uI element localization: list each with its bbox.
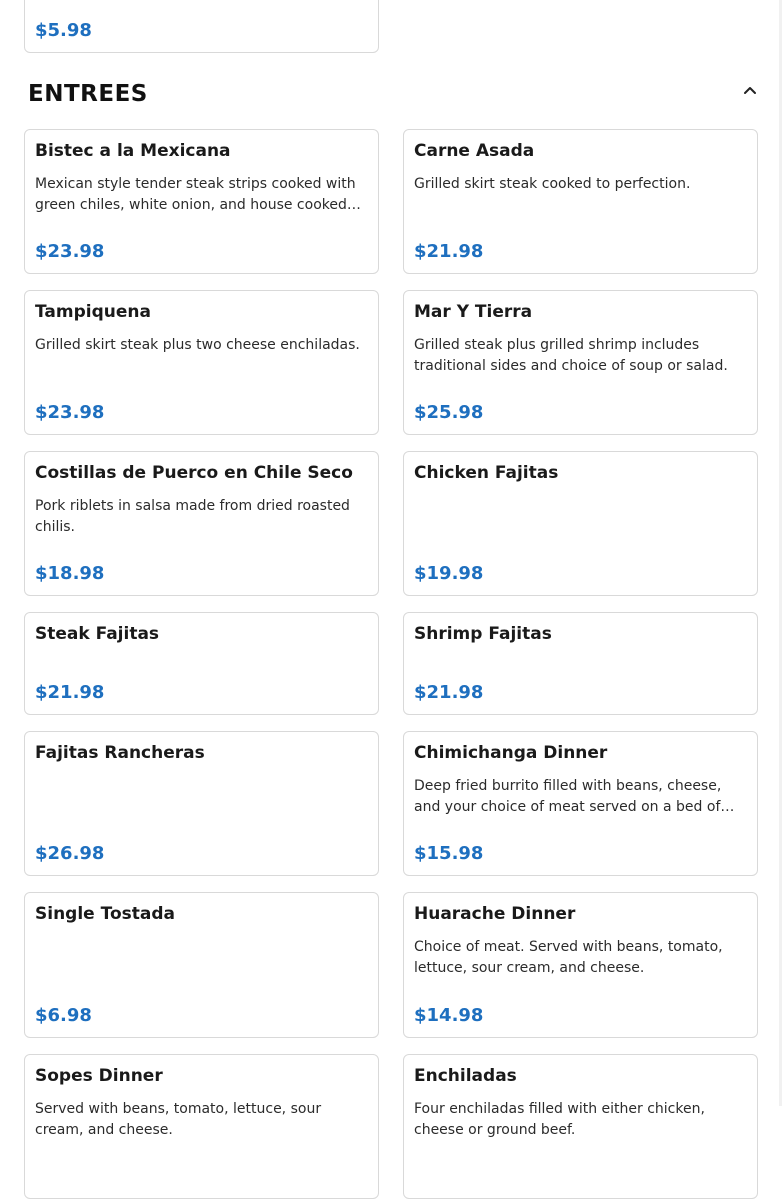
menu-item-price: $23.98 bbox=[35, 402, 105, 423]
menu-item-name: Shrimp Fajitas bbox=[414, 624, 552, 644]
chevron-up-icon bbox=[743, 85, 757, 95]
menu-item-card[interactable] bbox=[24, 290, 379, 435]
menu-item-price: $21.98 bbox=[414, 241, 484, 262]
menu-item-name: Huarache Dinner bbox=[414, 904, 576, 924]
menu-item-price: $25.98 bbox=[414, 402, 484, 423]
menu-item-card[interactable] bbox=[24, 1054, 379, 1199]
menu-item-card[interactable] bbox=[24, 129, 379, 274]
menu-item-name: Mar Y Tierra bbox=[414, 302, 533, 322]
menu-item-name: Enchiladas bbox=[414, 1066, 517, 1086]
menu-item-name: Chimichanga Dinner bbox=[414, 743, 608, 763]
menu-item-price: $6.98 bbox=[35, 1005, 92, 1026]
menu-item-description: Grilled skirt steak cooked to perfection. bbox=[414, 176, 691, 192]
menu-item-card-previous[interactable] bbox=[24, 0, 379, 53]
menu-item-card[interactable] bbox=[24, 451, 379, 596]
menu-item-name: Carne Asada bbox=[414, 141, 535, 161]
menu-item-price: $19.98 bbox=[414, 563, 484, 584]
menu-item-card[interactable] bbox=[24, 892, 379, 1038]
menu-item-price: $14.98 bbox=[414, 1005, 484, 1026]
menu-item-name: Fajitas Rancheras bbox=[35, 743, 205, 763]
section-title: ENTREES bbox=[28, 81, 148, 107]
menu-item-price: $21.98 bbox=[35, 682, 105, 703]
menu-item-description: Grilled steak plus grilled shrimp includes traditional sides and choice of soup or salad. bbox=[414, 337, 728, 374]
menu-item-card[interactable] bbox=[403, 612, 758, 715]
menu-item-card[interactable] bbox=[24, 731, 379, 876]
menu-item-name: Bistec a la Mexicana bbox=[35, 141, 231, 161]
menu-item-name: Steak Fajitas bbox=[35, 624, 160, 644]
menu-item-card[interactable] bbox=[403, 1054, 758, 1199]
menu-item-card[interactable] bbox=[403, 892, 758, 1038]
menu-item-price: $23.98 bbox=[35, 241, 105, 262]
menu-item-description: Choice of meat. Served with beans, tomato, lettuce, sour cream, and cheese. bbox=[414, 939, 723, 976]
menu-item-name: Single Tostada bbox=[35, 904, 175, 924]
menu-item-price: $5.98 bbox=[35, 20, 92, 41]
menu-item-card[interactable] bbox=[403, 451, 758, 596]
menu-item-description: Pork riblets in salsa made from dried roasted chilis. bbox=[35, 498, 350, 535]
menu-item-name: Costillas de Puerco en Chile Seco bbox=[35, 463, 353, 483]
menu-item-price: $26.98 bbox=[35, 843, 105, 864]
menu-item-card[interactable] bbox=[403, 129, 758, 274]
section-header-entrees[interactable] bbox=[28, 78, 762, 110]
menu-item-description: Deep fried burrito filled with beans, cheese, and your choice of meat served on a bed of… bbox=[414, 778, 735, 815]
menu-item-description: Grilled skirt steak plus two cheese enchiladas. bbox=[35, 337, 360, 353]
menu-item-description: Four enchiladas filled with either chicken, cheese or ground beef. bbox=[414, 1101, 705, 1138]
menu-item-name: Chicken Fajitas bbox=[414, 463, 559, 483]
menu-item-card[interactable] bbox=[24, 612, 379, 715]
menu-item-name: Sopes Dinner bbox=[35, 1066, 163, 1086]
menu-item-card[interactable] bbox=[403, 290, 758, 435]
menu-item-price: $21.98 bbox=[414, 682, 484, 703]
menu-item-price: $15.98 bbox=[414, 843, 484, 864]
menu-item-price: $18.98 bbox=[35, 563, 105, 584]
menu-item-name: Tampiquena bbox=[35, 302, 151, 322]
menu-item-description: Mexican style tender steak strips cooked with green chiles, white onion, and house cooked… bbox=[35, 176, 361, 213]
menu-item-card[interactable] bbox=[403, 731, 758, 876]
menu-item-description: Served with beans, tomato, lettuce, sour cream, and cheese. bbox=[35, 1101, 322, 1138]
section-collapse-button[interactable] bbox=[738, 78, 762, 102]
